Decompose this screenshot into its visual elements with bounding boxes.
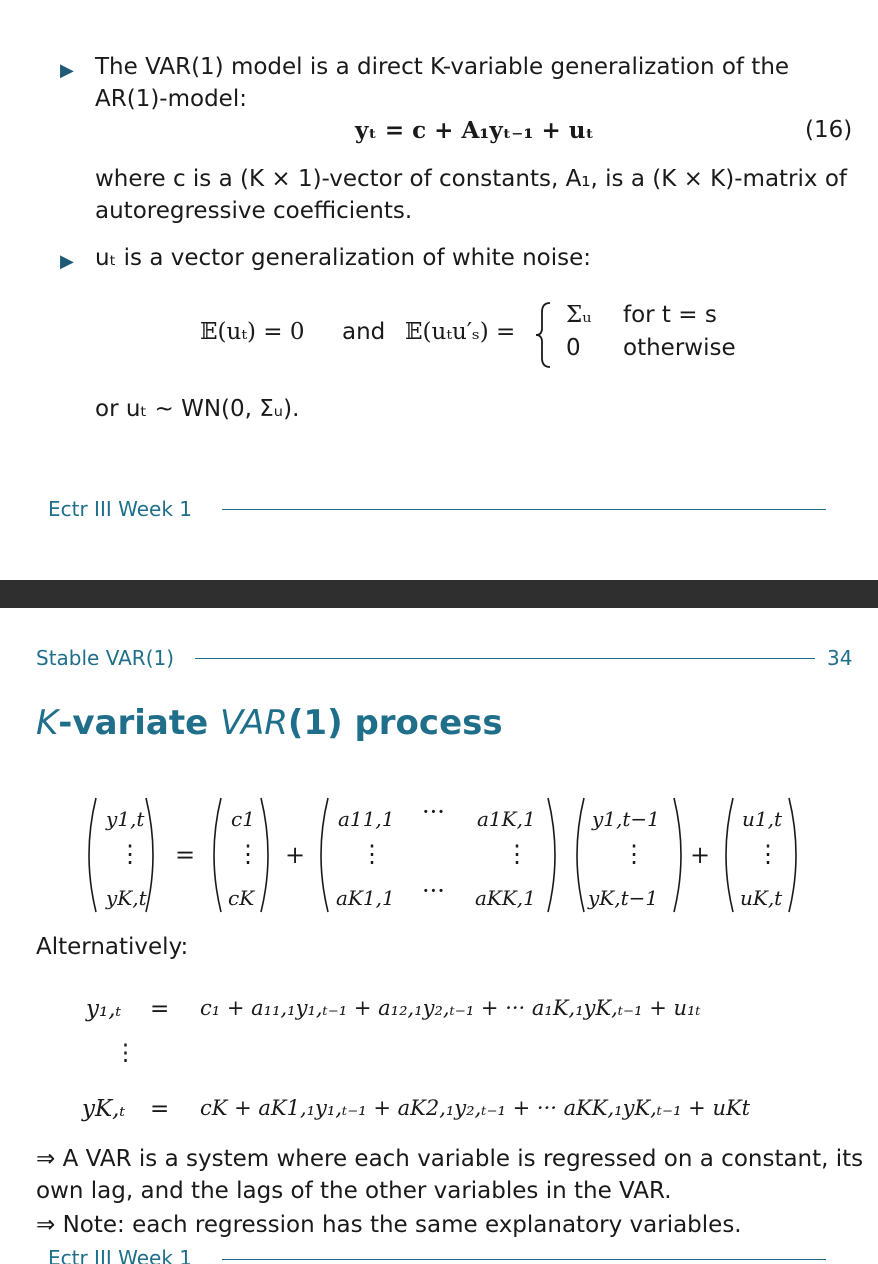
where-line-2: autoregressive coefficients. [95,198,413,224]
eq1-rhs: c₁ + a₁₁,₁y₁,ₜ₋₁ + a₁₂,₁y₂,ₜ₋₁ + ··· a₁K,₁yK,ₜ₋₁ + u₁ₜ [200,996,701,1020]
eq-vdots: ⋮ [114,1040,137,1066]
eqK-sign: = [150,1096,170,1122]
eqK-rhs: cK + aK1,₁y₁,ₜ₋₁ + aK2,₁y₂,ₜ₋₁ + ··· aKK,₁yK,ₜ₋₁ + uKt [200,1096,751,1120]
matrix-plus-2: + [690,841,711,869]
page-number: 34 [827,646,853,670]
paren-right-icon [548,798,555,912]
expectation-right: 𝔼(uₜu′ₛ) = [405,319,516,345]
a-matrix-r3c1: aK1,1 [336,886,395,910]
slide-bottom [0,608,878,1264]
y-vec-bottom: yK,t [106,886,147,910]
footer-label-bottom: Ectr III Week 1 [48,1246,192,1264]
alternatively-label: Alternatively: [36,934,189,960]
c-vec-dots: ⋮ [236,840,260,868]
case-1-value: Σᵤ [566,302,592,328]
white-noise-line: or uₜ ∼ WN(0, Σᵤ). [95,396,300,422]
title-variate: -variate [58,703,221,743]
ylag-vec-dots: ⋮ [622,840,646,868]
y-vec-top: y1,t [106,807,145,831]
y-vec-dots: ⋮ [118,840,142,868]
paren-left-icon [214,798,221,912]
conclusion-1-line-1: ⇒ A VAR is a system where each variable is regressed on a constant, its [36,1146,864,1172]
section-header: Stable VAR(1) [36,646,175,670]
footer-label-top: Ectr III Week 1 [48,497,192,521]
slide-top [0,0,878,580]
slide-title [36,703,503,743]
conclusion-1-line-2: own lag, and the lags of the other variables in the VAR. [36,1178,672,1204]
ylag-vec-bottom: yK,t−1 [588,886,659,910]
matrix-plus-1: + [285,841,306,869]
a-matrix-r2c1: ⋮ [360,840,384,868]
header-rule [195,658,815,659]
u-vec-top: u1,t [742,807,782,831]
a-matrix-r2c3: ⋮ [505,840,529,868]
c-vec-bottom: cK [228,886,255,910]
expectation-left: 𝔼(uₜ) = 0 [200,319,305,345]
paren-right-icon [789,798,796,912]
eqK-lhs: yK,ₜ [82,1096,126,1122]
bullet-2-marker: ▶ [60,251,74,272]
title-var: VAR [220,703,288,743]
case-2-condition: otherwise [623,335,736,361]
footer-rule-bottom [222,1259,826,1260]
footer-rule-top [222,509,826,510]
cases-brace-icon [534,300,554,370]
paren-right-icon [146,798,153,912]
slide-divider [0,580,878,608]
a-matrix-r1c3: a1K,1 [477,807,536,831]
case-2-value: 0 [566,335,581,361]
equation-16-number: (16) [805,117,853,143]
a-matrix-r3c2: ··· [422,877,445,905]
bullet-2-text: uₜ is a vector generalization of white noise: [95,245,592,271]
expectation-and: and [342,319,386,345]
bullet-1-marker: ▶ [60,60,74,81]
c-vec-top: c1 [231,807,255,831]
u-vec-bottom: uK,t [740,886,783,910]
eq1-sign: = [150,996,170,1022]
case-1-condition: for t = s [623,302,717,328]
conclusion-2: ⇒ Note: each regression has the same explanatory variables. [36,1212,742,1238]
paren-right-icon [674,798,681,912]
equation-16: yₜ = c + A₁yₜ₋₁ + uₜ [355,117,595,144]
where-line-1: where c is a (K × 1)-vector of constants, A₁, is a (K × K)-matrix of [95,166,847,192]
a-matrix-r1c2: ··· [422,798,445,826]
u-vec-dots: ⋮ [756,840,780,868]
bullet-1-line-1: The VAR(1) model is a direct K-variable generalization of the [95,54,790,80]
title-process: (1) process [287,703,503,743]
paren-left-icon [89,798,96,912]
a-matrix-r1c1: a11,1 [338,807,395,831]
ylag-vec-top: y1,t−1 [592,807,660,831]
a-matrix-r3c3: aKK,1 [475,886,536,910]
title-k: K [36,703,59,743]
paren-left-icon [321,798,328,912]
paren-left-icon [726,798,733,912]
matrix-equation [80,790,820,920]
matrix-eq-sign: = [175,841,196,869]
bullet-1-line-2: AR(1)-model: [95,86,247,112]
eq1-lhs: y₁,ₜ [86,996,122,1022]
paren-left-icon [577,798,584,912]
paren-right-icon [261,798,268,912]
